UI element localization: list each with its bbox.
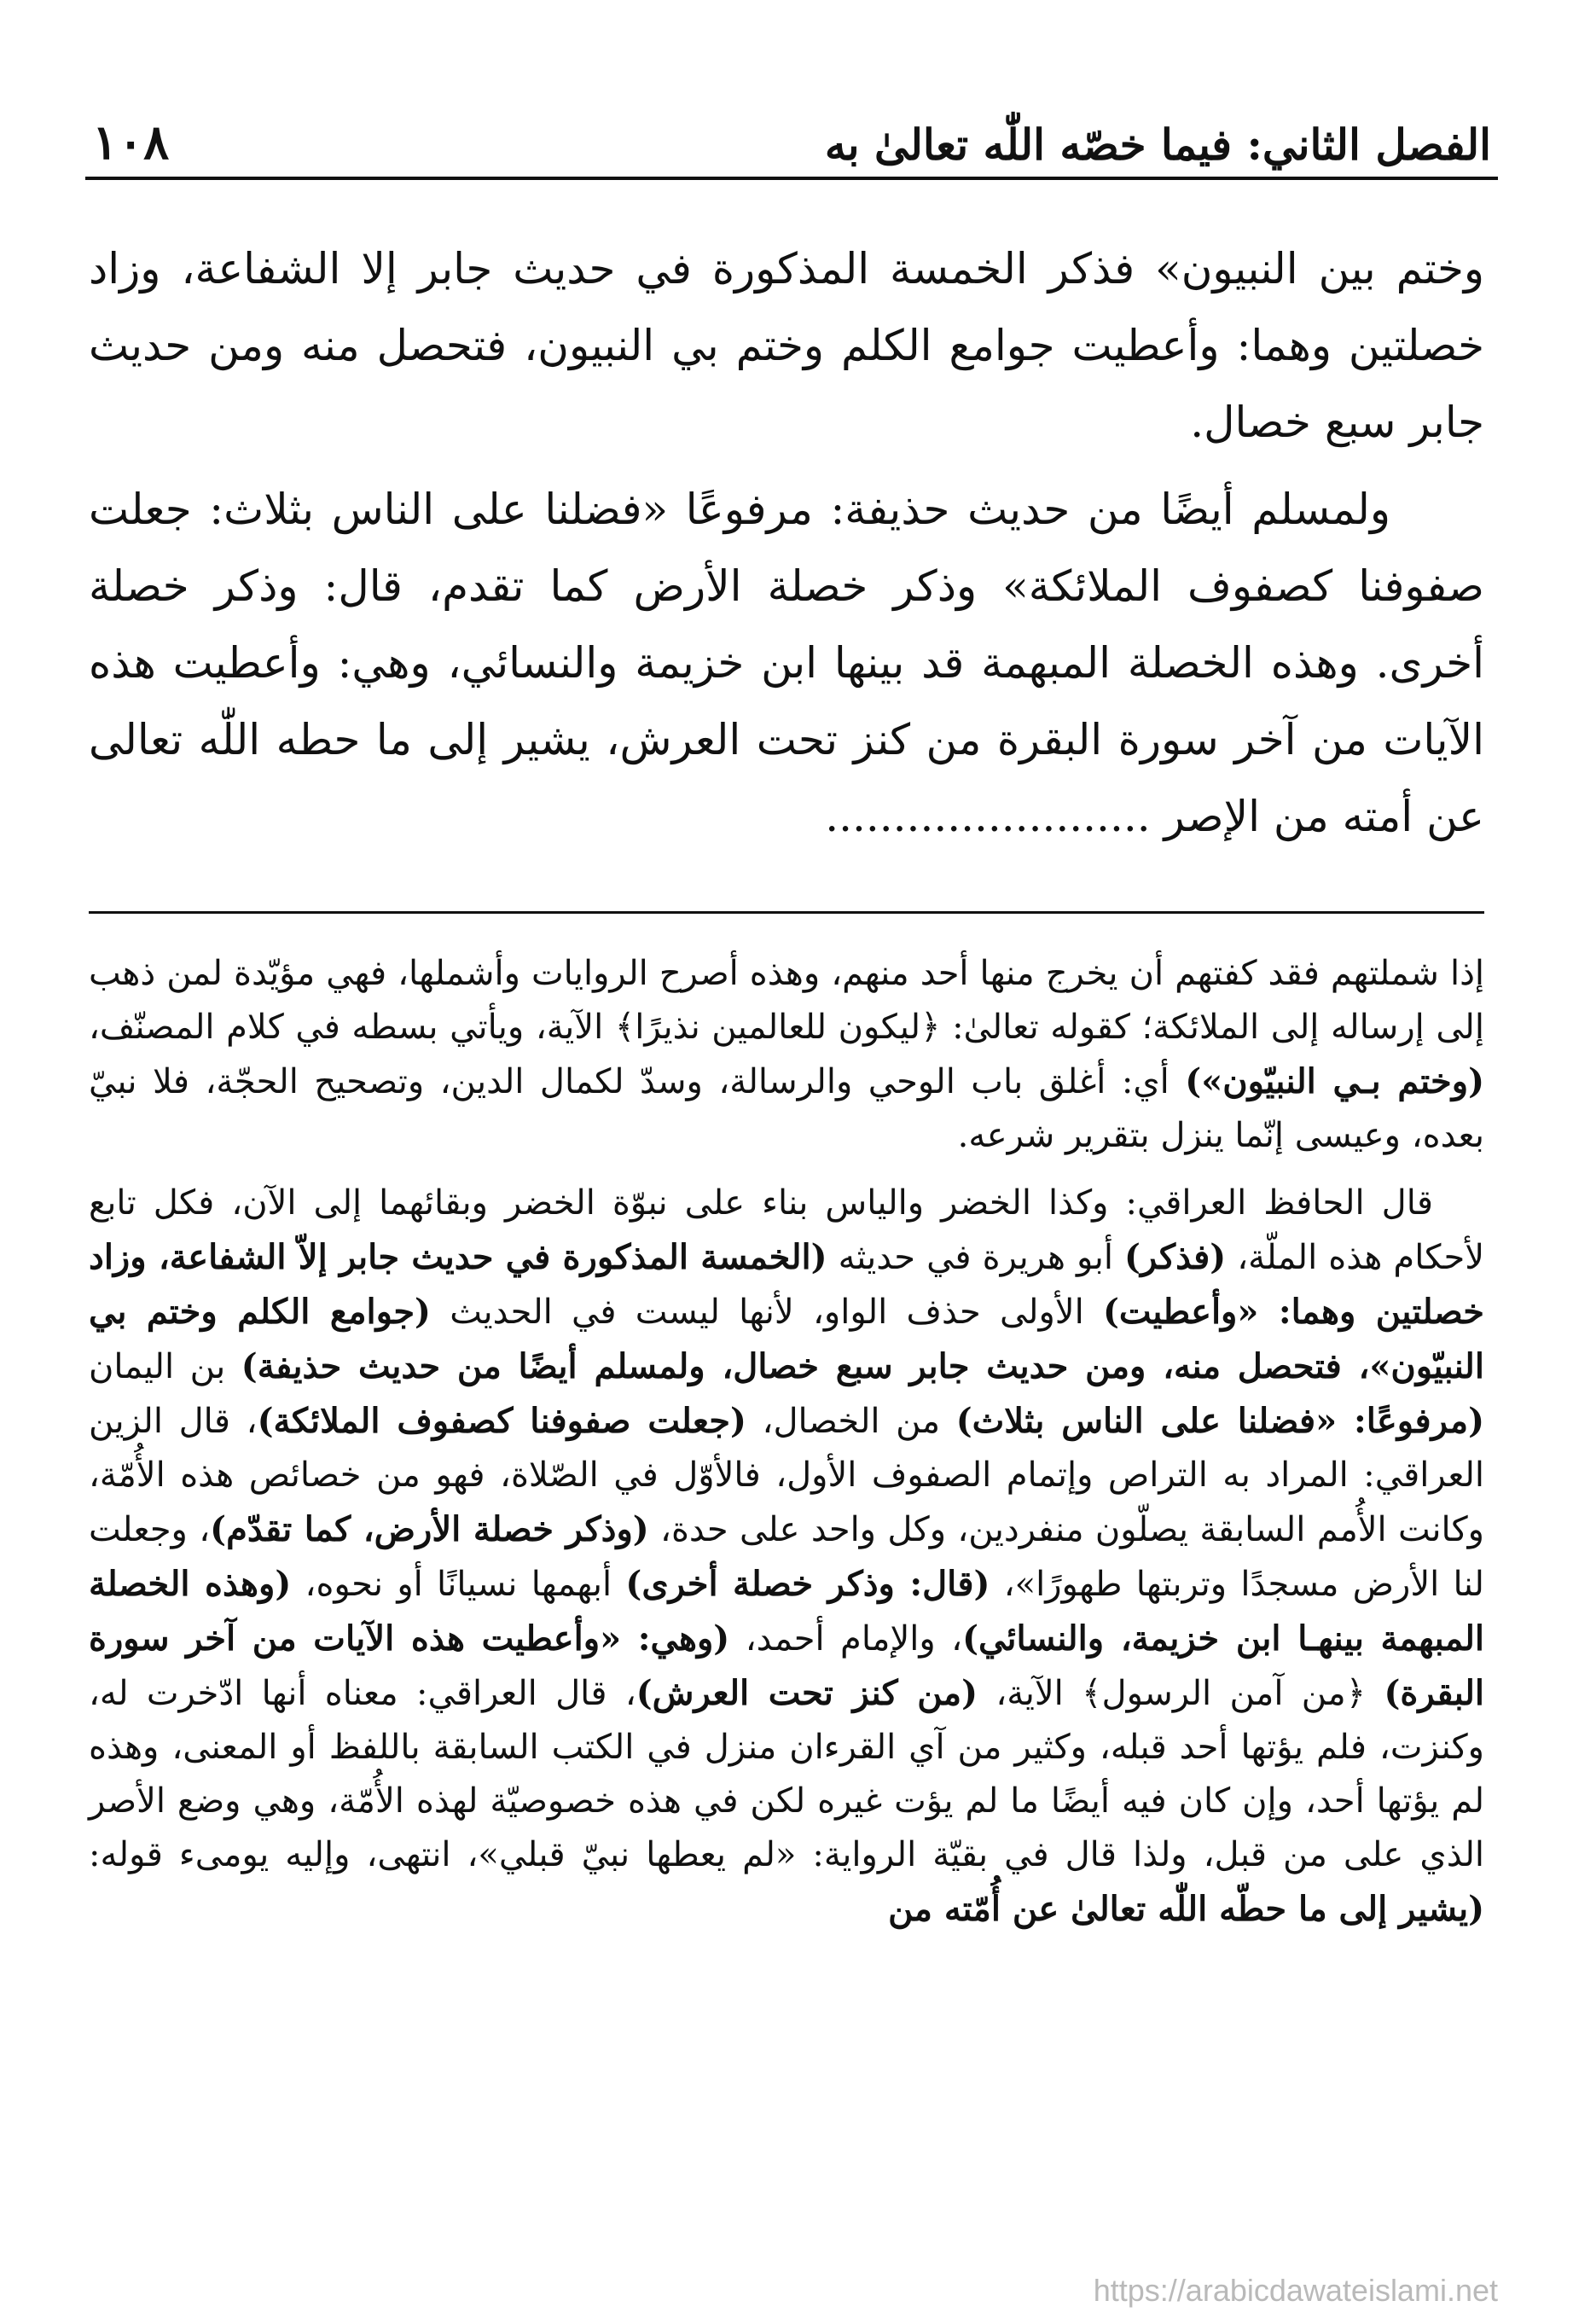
main-paragraph-2 xyxy=(89,471,1484,855)
main-paragraph-2-text: ولمسلم أيضًا من حديث حذيفة: مرفوعًا «فضلنا على الناس بثلاث: جعلت صفوفنا كصفوف الملائكة» وذكر خصلة الأرض كما تقدم، قال: وذكر خصلة أخرى. وهذه الخصلة المبهمة قد بينها ابن خزيمة والنسائي، وهي: وأعطيت هذه الآيات من آخر سورة البقرة من كنز تحت العرش، يشير إلى ما حطه اللّٰه تعالى عن أمته من الإصر xyxy=(89,485,1484,841)
header-divider xyxy=(85,177,1498,180)
quoted-text: (وختم بـي النبيّون») xyxy=(1185,1061,1484,1101)
commentary-divider xyxy=(89,911,1484,914)
page-header xyxy=(92,107,1491,171)
quoted-text: (يشير إلى ما حطّه اللّٰه تعالىٰ عن أُمّته من xyxy=(888,1889,1484,1929)
quoted-text: (فذكر) xyxy=(1124,1237,1227,1277)
quoted-text: (مرفوعًا: «فضلنا على الناس بثلاث) xyxy=(955,1401,1485,1441)
commentary xyxy=(89,947,1484,1950)
commentary-text: إذا شملتهم فقد كفتهم أن يخرج منها أحد منهم، وهذه أصرح الروايات وأشملها، فهي مؤيّدة لمن ذهب إلى إرساله إلى الملائكة؛ كقوله تعالىٰ: ﴿ليكون للعالمين نذيرًا﴾ الآية، ويأتي بسطه في كلام المصنّف، xyxy=(89,954,1484,1047)
commentary-paragraph-1 xyxy=(89,947,1484,1163)
commentary-text: قال الحافظ العراقي: وكذا الخضر والياس بناء على نبوّة الخضر وبقائهما إلى الآن، فكل تابع لأحكام هذه الملّة، xyxy=(89,1183,1485,1277)
chapter-title: الفصل الثاني: فيما خصّه اللّٰه تعالىٰ به xyxy=(824,119,1491,170)
quoted-text: (قال: وذكر خصلة أخرى) xyxy=(625,1564,990,1604)
quoted-text: (جوامع الكلم وختم بي النبيّون»، فتحصل منه، ومن حديث جابر سبع خصال، ولمسلم أيضًا من حديث حذيفة) xyxy=(89,1292,1484,1386)
quoted-text: (وهي: «وأعطيت هذه الآيات من آخر سورة البقرة) xyxy=(89,1618,1484,1713)
commentary-text: ، وجعلت لنا الأرض مسجدًا وتربتها طهورًا»، xyxy=(89,1510,1484,1604)
page-number: ١٠٨ xyxy=(92,114,170,171)
quoted-text: (جعلت صفوفنا كصفوف الملائكة) xyxy=(257,1401,746,1441)
quoted-text: (وذكر خصلة الأرض، كما تقدّم) xyxy=(210,1509,649,1549)
commentary-text: بن اليمان xyxy=(89,1347,241,1386)
commentary-text: ﴿من آمن الرسول﴾ الآية، xyxy=(978,1674,1384,1713)
commentary-text: ، قال العراقي: معناه أنها ادّخرت له، وكنزت، فلم يؤتها أحد قبله، وكثير من آي القرءان منزل في الكتب السابقة باللفظ أو المعنى، وهذه لم يؤتها أحد، وإن كان فيه أيضًا ما لم يؤت غيره لكن في هذه خصوصيّة لهذه الأُمّة، وهي وضع الأصر الذي على من قبل، ولذا قال في بقيّة الرواية: «لم يعطها نبيّ قبلي»، انتهى، وإليه يومىء قوله: xyxy=(89,1674,1485,1874)
commentary-text: من الخصال، xyxy=(746,1402,956,1441)
commentary-text: أبو هريرة في حديثه xyxy=(827,1238,1125,1277)
commentary-text: أبهمها نسيانًا أو نحوه، xyxy=(291,1565,626,1604)
quoted-text: (الخمسة المذكورة في حديث جابر إلاّ الشفاعة، وزاد خصلتين وهما: «وأعطيت) xyxy=(89,1237,1485,1332)
commentary-text: أي: أغلق باب الوحي والرسالة، وسدّ لكمال الدين، وتصحيح الحجّة، فلا نبيّ بعده، وعيسى إنّما ينزل بتقرير شرعه. xyxy=(89,1062,1484,1155)
quoted-text: (من كنز تحت العرش) xyxy=(636,1673,978,1713)
commentary-paragraph-2 xyxy=(89,1177,1484,1937)
commentary-text: ، والإمام أحمد، xyxy=(729,1619,963,1659)
commentary-text: ، قال الزين العراقي: المراد به التراص وإتمام الصفوف الأول، فالأوّل في الصّلاة، فهو من خصائص هذه الأُمّة، وكانت الأُمم السابقة يصلّون منفردين، وكل واحد على حدة، xyxy=(89,1402,1485,1549)
watermark-url: https://arabicdawateislami.net xyxy=(1093,2273,1498,2308)
main-text xyxy=(89,230,1484,865)
quoted-text: (وهذه الخصلة المبهمة بينهـا ابن خزيمة، والنسائي) xyxy=(89,1564,1485,1659)
continuation-dots: ........................ xyxy=(825,792,1151,841)
commentary-text: الأولى حذف الواو، لأنها ليست في الحديث xyxy=(430,1293,1103,1332)
main-paragraph-1: وختم بين النبيون» فذكر الخمسة المذكورة في حديث جابر إلا الشفاعة، وزاد خصلتين وهما: وأعطيت جوامع الكلم وختم بي النبيون، فتحصل منه ومن حديث جابر سبع خصال. xyxy=(89,244,1484,447)
